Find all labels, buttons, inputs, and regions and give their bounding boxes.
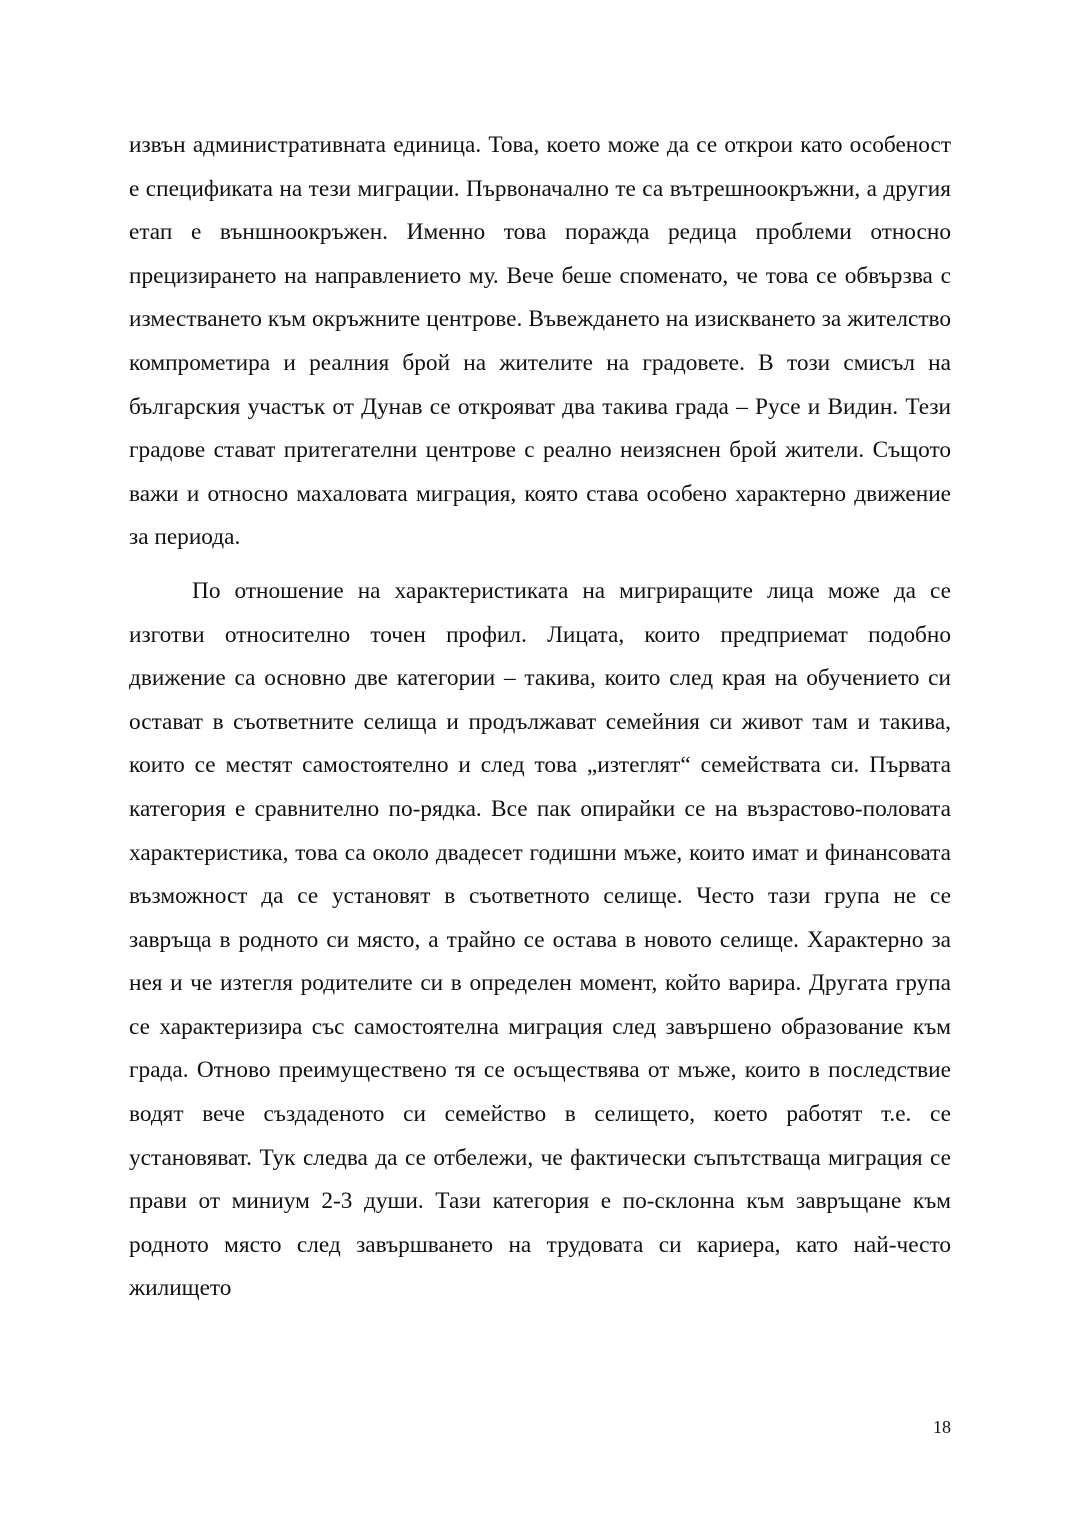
paragraph-2: По отношение на характеристиката на мигриращите лица може да се изготви относително точен профил. Лицата, които предприемат подобно движение са основно две категории – такива, които след края на обучението си остават в съответните селища и продължават семейния си живот там и такива, които се местят самостоятелно и след това „изтеглят“ семействата си. Първата категория е сравнително по-рядка. Все пак опирайки се на възрастово-половата характеристика, това са около двадесет годишни мъже, които имат и финансовата възможност да се установят в съответното селище. Често тази група не се завръща в родното си място, а трайно се остава в новото селище. Характерно за нея и че изтегля родителите си в определен момент, който варира. Другата група се характеризира със самостоятелна миграция след завършено образование към града. Отново преимуществено тя се осъществява от мъже, които в последствие водят вече създаденото си семейство в селището, което работят т.е. се установяват. Тук следва да се отбележи, че фактически съпътстваща миграция се прави от миниум 2-3 души. Тази категория е по-склонна към завръщане към родното място след завършването на трудовата си кариера, като най-често жилището [129,577,951,1302]
body-text [129,124,951,1311]
page-number: 18 [933,1417,951,1437]
paragraph-1: извън административната единица. Това, което може да се открои като особеност е спецификата на тези миграции. Първоначално те са вътрешноокръжни, а другия етап е външноокръжен. Именно това поражда редица проблеми относно прецизирането на направлението му. Вече беше споменато, че това се обвързва с изместването към окръжните центрове. Въвеждането на изискването за жителство компрометира и реалния брой на жителите на градовете. В този смисъл на българския участък от Дунав се открояват два такива града – Русе и Видин. Тези градове стават притегателни центрове с реално неизяснен брой жители. Същото важи и относно махаловата миграция, която става особено характерно движение за периода. [129,132,951,551]
